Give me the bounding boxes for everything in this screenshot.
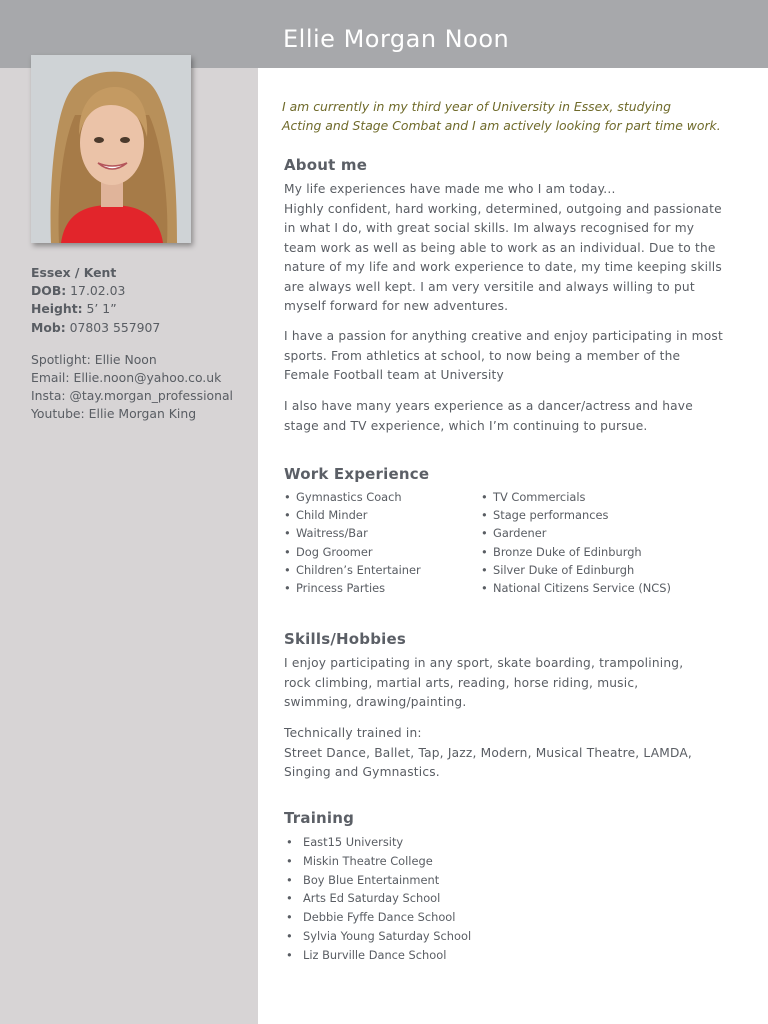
- page-title: Ellie Morgan Noon: [283, 25, 510, 53]
- list-item: • Waitress/Bar: [284, 524, 421, 542]
- list-item: • Child Minder: [284, 506, 421, 524]
- intro-statement: I am currently in my third year of University in Essex, studying Acting and Stage Combat and I am actively looking for part time work.: [282, 99, 721, 133]
- work-list-col2: [481, 488, 671, 597]
- list-item: • East15 University: [284, 833, 471, 852]
- spotlight: Spotlight: Ellie Noon: [31, 351, 157, 367]
- training-heading: Training: [284, 809, 355, 827]
- list-item: • Princess Parties: [284, 579, 421, 597]
- skills-paragraph-1: I enjoy participating in any sport, skate boarding, trampolining, rock climbing, martial arts, reading, horse riding, music, swimming, drawing/painting.: [284, 656, 684, 709]
- about-paragraph-1: My life experiences have made me who I am today... Highly confident, hard working, determined, outgoing and passionate in what I do, with great social skills. Im always recognised for my team work as well as being able to work as an individual. Due to the nature of my life and work experience to date, my time keeping skills are always well kept. I am very versitile and always willing to put myself forward for new adventures.: [284, 182, 722, 313]
- list-item: • Silver Duke of Edinburgh: [481, 561, 671, 579]
- youtube: Youtube: Ellie Morgan King: [31, 406, 197, 422]
- list-item: • Arts Ed Saturday School: [284, 889, 471, 908]
- dob-row: DOB: 17.02.03: [31, 283, 126, 299]
- list-item: • Children’s Entertainer: [284, 561, 421, 579]
- email: Email: Ellie.noon@yahoo.co.uk: [31, 370, 222, 386]
- skills-heading: Skills/Hobbies: [284, 630, 406, 648]
- list-item: • National Citizens Service (NCS): [481, 579, 671, 597]
- contact-details: [31, 264, 253, 424]
- location: Essex / Kent: [31, 265, 117, 280]
- list-item: • Miskin Theatre College: [284, 852, 471, 871]
- list-item: • Sylvia Young Saturday School: [284, 927, 471, 946]
- about-paragraph-2: I have a passion for anything creative and enjoy participating in most sports. From athletics at school, to now being a member of the Female Football team at University: [284, 329, 723, 382]
- list-item: • Boy Blue Entertainment: [284, 871, 471, 890]
- list-item: • Dog Groomer: [284, 543, 421, 561]
- list-item: • Bronze Duke of Edinburgh: [481, 543, 671, 561]
- list-item: • Liz Burville Dance School: [284, 946, 471, 965]
- height-row: Height: 5’ 1”: [31, 301, 117, 317]
- skills-paragraph-2: Technically trained in: Street Dance, Ballet, Tap, Jazz, Modern, Musical Theatre, LAMDA, Singing and Gymnastics.: [284, 726, 692, 779]
- work-heading: Work Experience: [284, 465, 430, 483]
- list-item: • Gardener: [481, 524, 671, 542]
- work-list-col1: [284, 488, 421, 597]
- list-item: • Stage performances: [481, 506, 671, 524]
- insta: Insta: @tay.morgan_professional: [31, 388, 233, 404]
- profile-photo: [31, 55, 191, 243]
- list-item: • Debbie Fyffe Dance School: [284, 908, 471, 927]
- list-item: • Gymnastics Coach: [284, 488, 421, 506]
- list-item: • TV Commercials: [481, 488, 671, 506]
- about-paragraph-3: I also have many years experience as a dancer/actress and have stage and TV experience, which I’m continuing to pursue.: [284, 399, 693, 433]
- about-heading: About me: [284, 156, 368, 174]
- training-list: [284, 833, 471, 965]
- mob-row: Mob: 07803 557907: [31, 319, 161, 335]
